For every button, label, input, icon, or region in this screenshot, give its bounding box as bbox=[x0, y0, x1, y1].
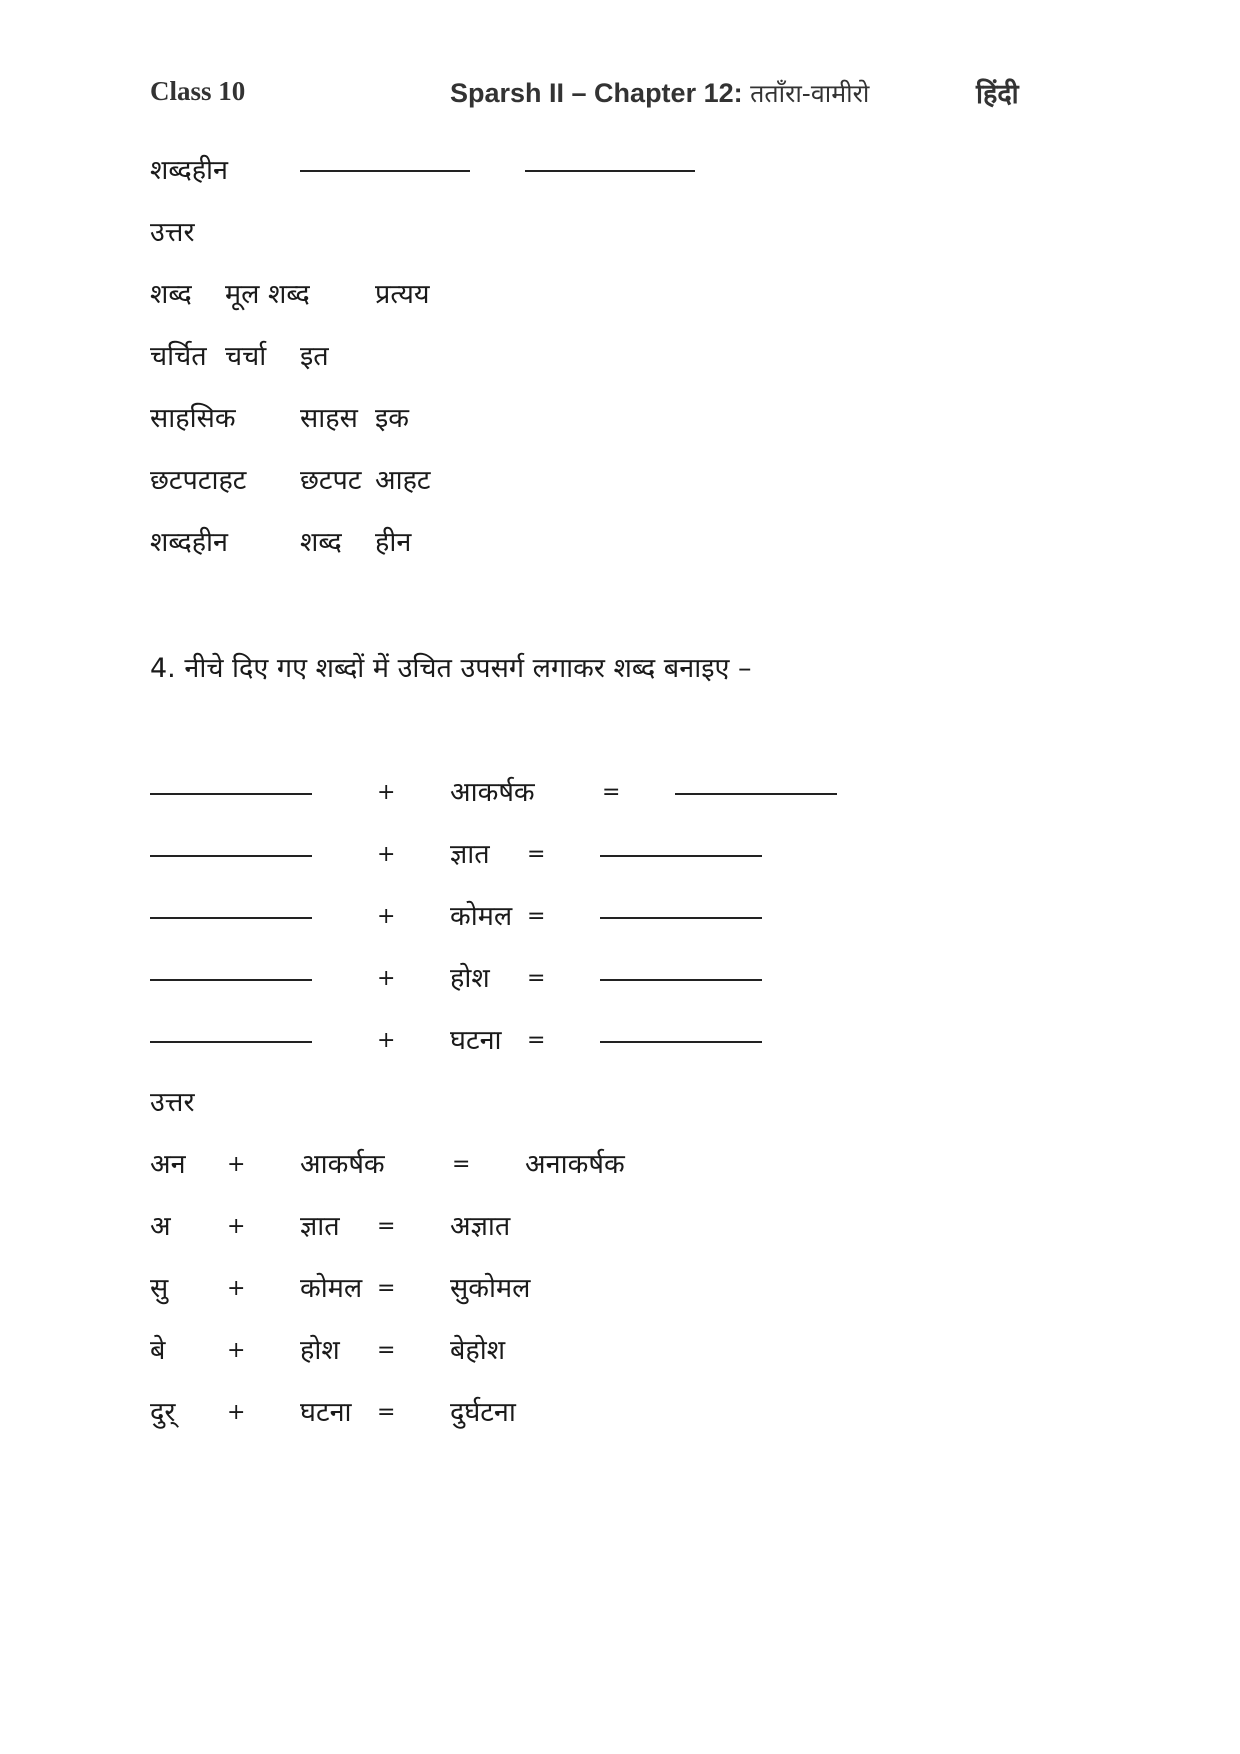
plus-sign: + bbox=[377, 780, 396, 805]
table-cell-word: छटपटाहट bbox=[150, 465, 247, 496]
result-blank bbox=[675, 793, 837, 795]
table-cell-root: छटपट bbox=[300, 465, 362, 496]
equals-sign: = bbox=[377, 1276, 396, 1301]
column-header: प्रत्यय bbox=[375, 279, 430, 310]
column-header: मूल शब्द bbox=[225, 279, 310, 310]
question-word: शब्दहीन bbox=[150, 155, 229, 186]
chapter-title bbox=[450, 76, 869, 110]
table-cell-word: चर्चित bbox=[150, 341, 207, 372]
answer-prefix: सु bbox=[150, 1273, 169, 1304]
base-word: आकर्षक bbox=[450, 777, 535, 808]
answer-result: बेहोश bbox=[450, 1335, 506, 1366]
answer-word: कोमल bbox=[300, 1273, 363, 1304]
base-word: होश bbox=[450, 963, 490, 994]
plus-sign: + bbox=[377, 842, 396, 867]
table-cell-root: चर्चा bbox=[225, 341, 267, 372]
answer-word: आकर्षक bbox=[300, 1149, 385, 1180]
subject-label: हिंदी bbox=[976, 79, 1019, 110]
answer-prefix: बे bbox=[150, 1335, 166, 1366]
result-blank bbox=[600, 979, 762, 981]
plus-sign: + bbox=[227, 1152, 246, 1177]
column-header: शब्द bbox=[150, 279, 192, 310]
equals-sign: = bbox=[527, 1028, 546, 1053]
prefix-blank bbox=[150, 793, 312, 795]
answer-blank bbox=[525, 170, 695, 172]
base-word: कोमल bbox=[450, 901, 513, 932]
equals-sign: = bbox=[527, 966, 546, 991]
table-cell-root: साहस bbox=[300, 403, 358, 434]
answer-result: दुर्घटना bbox=[450, 1397, 516, 1428]
table-cell-suffix: आहट bbox=[375, 465, 431, 496]
prefix-blank bbox=[150, 1041, 312, 1043]
answer-prefix: अ bbox=[150, 1211, 171, 1242]
table-cell-suffix: हीन bbox=[375, 527, 412, 558]
table-cell-word: शब्दहीन bbox=[150, 527, 229, 558]
answer-label: उत्तर bbox=[150, 217, 195, 248]
plus-sign: + bbox=[227, 1400, 246, 1425]
equals-sign: = bbox=[377, 1400, 396, 1425]
answer-word: ज्ञात bbox=[300, 1211, 340, 1242]
question-4: 4. नीचे दिए गए शब्दों में उचित उपसर्ग लगाकर शब्द बनाइए – bbox=[150, 653, 752, 684]
equals-sign: = bbox=[377, 1214, 396, 1239]
answer-word: होश bbox=[300, 1335, 340, 1366]
result-blank bbox=[600, 917, 762, 919]
chapter-name: तताँरा-वामीरो bbox=[750, 79, 870, 108]
equals-sign: = bbox=[527, 904, 546, 929]
plus-sign: + bbox=[377, 904, 396, 929]
table-cell-word: साहसिक bbox=[150, 403, 236, 434]
plus-sign: + bbox=[377, 1028, 396, 1053]
table-cell-suffix: इक bbox=[375, 403, 409, 434]
answer-result: अनाकर्षक bbox=[525, 1149, 625, 1180]
equals-sign: = bbox=[527, 842, 546, 867]
plus-sign: + bbox=[377, 966, 396, 991]
answer-prefix: अन bbox=[150, 1149, 186, 1180]
equals-sign: = bbox=[602, 780, 621, 805]
plus-sign: + bbox=[227, 1338, 246, 1363]
prefix-blank bbox=[150, 917, 312, 919]
plus-sign: + bbox=[227, 1214, 246, 1239]
base-word: ज्ञात bbox=[450, 839, 490, 870]
answer-result: अज्ञात bbox=[450, 1211, 511, 1242]
answer-label: उत्तर bbox=[150, 1087, 195, 1118]
prefix-blank bbox=[150, 855, 312, 857]
plus-sign: + bbox=[227, 1276, 246, 1301]
answer-result: सुकोमल bbox=[450, 1273, 531, 1304]
table-cell-root: शब्द bbox=[300, 527, 342, 558]
equals-sign: = bbox=[377, 1338, 396, 1363]
result-blank bbox=[600, 855, 762, 857]
chapter-prefix: Sparsh II – Chapter 12: bbox=[450, 78, 743, 108]
table-cell-suffix: इत bbox=[300, 341, 329, 372]
base-word: घटना bbox=[450, 1025, 502, 1056]
class-label: Class 10 bbox=[150, 76, 246, 106]
answer-blank bbox=[300, 170, 470, 172]
answer-word: घटना bbox=[300, 1397, 352, 1428]
answer-prefix: दुर् bbox=[150, 1397, 176, 1428]
result-blank bbox=[600, 1041, 762, 1043]
prefix-blank bbox=[150, 979, 312, 981]
equals-sign: = bbox=[452, 1152, 471, 1177]
